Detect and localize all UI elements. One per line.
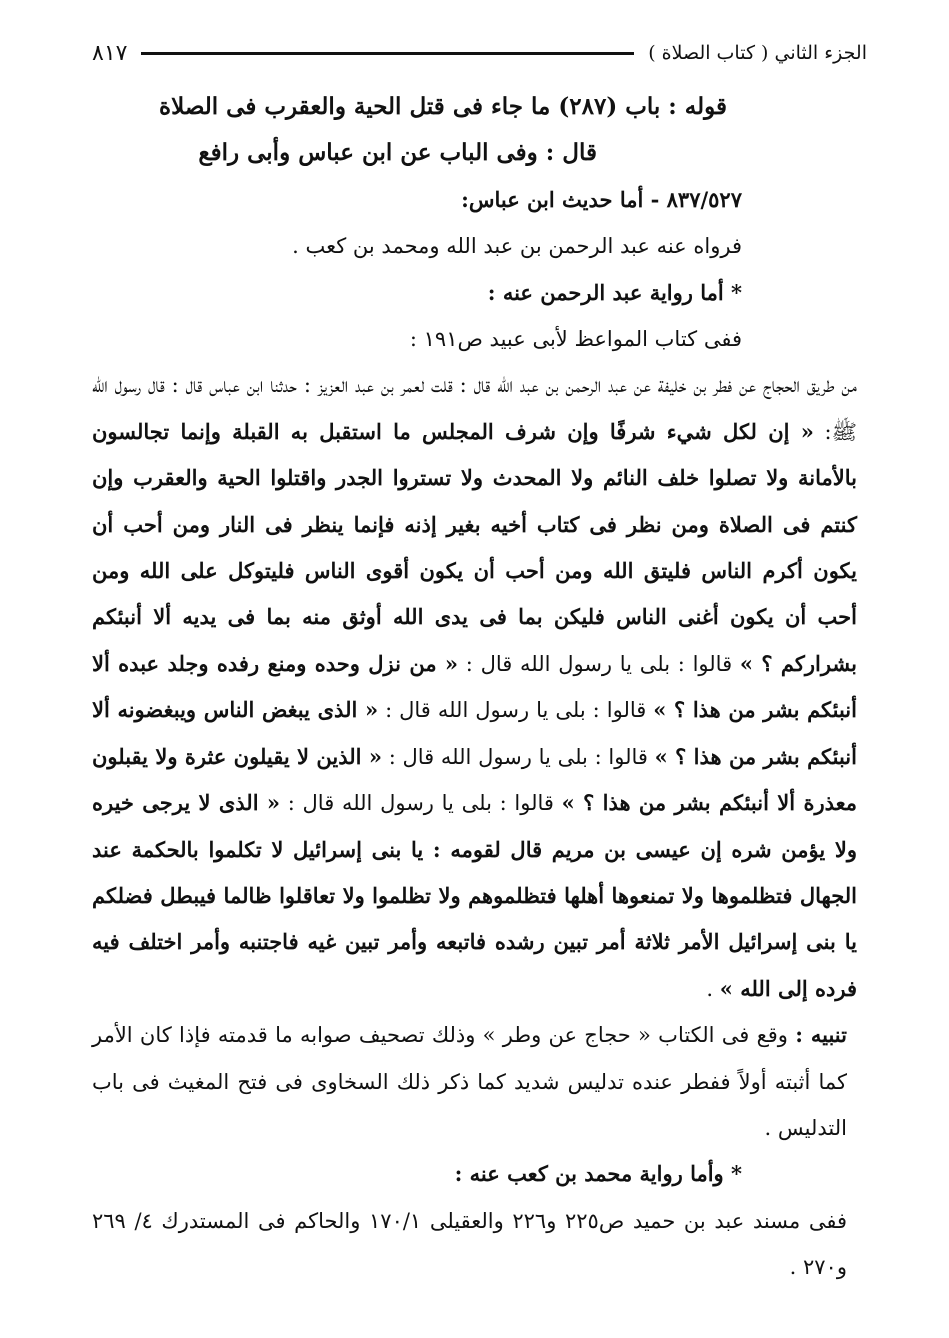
hadith-end: .: [706, 976, 720, 1001]
subheading-kaab: * وأما رواية محمد بن كعب عنه :: [454, 1161, 742, 1187]
paragraph-final-sources: ففى مسند عبد بن حميد ص٢٢٥ و٢٢٦ والعقيلى ١٧٠/١ والحاكم فى المستدرك ٤/ ٢٦٩ و٢٧٠ .: [92, 1208, 847, 1280]
hadith-intro: من طريق الحجاج عن فطر بن خليفة عن عبد الرحمن بن عبد الله قال : قلت لعمر بن عبد العزيز : حدثنا ابن عباس قال : قال رسول الله ﷺ:: [92, 373, 857, 444]
note-label: تنبيه :: [795, 1022, 847, 1048]
chapter-heading: قوله : باب (٢٨٧) ما جاء فى قتل الحية والعقرب فى الصلاة: [159, 93, 727, 120]
subheading-abdulrahman: * أما رواية عبد الرحمن عنه :: [487, 279, 742, 305]
running-header: [92, 36, 867, 70]
paragraph-narrators: فرواه عنه عبد الرحمن بن عبد الله ومحمد بن كعب .: [292, 234, 742, 259]
paragraph-source: ففى كتاب المواعظ لأبى عبيد ص١٩١ :: [409, 327, 742, 352]
page-body: [92, 84, 867, 1291]
note-text: وقع فى الكتاب « حجاج عن وطر » وذلك تصحيف صوابه ما قدمته فإذا كان الأمر كما أثبته أولاً ففطر عنده تدليس شديد كما ذكر ذلك السخاوى فى فتح المغيث فى باب التدليس .: [92, 1023, 847, 1140]
hadith-number: ٨٣٧/٥٢٧ - أما حديث ابن عباس:: [461, 186, 742, 212]
hadith-text-3: « الذى يبغض الناس ويبغضونه ألا أنبئكم بشر من هذا ؟ »: [92, 697, 857, 769]
reply-3: قالوا : بلى يا رسول الله قال :: [381, 744, 655, 769]
hadith-text-5: « الذى لا يرجى خيره ولا يؤمن شره إن عيسى بن مريم قال لقومه : يا بنى إسرائيل لا تكلموا بالحكمة عند الجهال فتظلموها ولا تمنعوها أهلها فتظلموهم ولا تظلموا ولا تعاقلوا ظالما فيبطل فضلكم يا بنى إسرائيل الأمر ثلاثة أمر تبين رشده فاتبعه وأمر تبين غيه فاجتنبه وأمر اختلف فيه فرده إلى الله »: [92, 790, 857, 1001]
header-rule: [141, 52, 634, 55]
note-paragraph: [92, 1012, 867, 1151]
reply-4: قالوا : بلى يا رسول الله قال :: [280, 791, 562, 816]
reply-2: قالوا : بلى يا رسول الله قال :: [378, 698, 654, 723]
hadith-paragraph: [92, 362, 867, 1012]
page-number: ٨١٧: [92, 40, 128, 66]
hadith-text-4: « الذين لا يقيلون عثرة ولا يقبلون معذرة ألا أنبئكم بشر من هذا ؟ »: [92, 743, 857, 816]
hadith-text-1: « إن لكل شيء شرفًا وإن شرف المجلس ما استقبل به القبلة وإنما تجالسون بالأمانة ولا تصلوا خلف النائم ولا المحدث ولا تستروا الجدر واقتلوا الحية والعقرب وإن كنتم فى الصلاة ومن نظر فى كتاب أخيه بغير إذنه فإنما ينظر فى النار ومن أحب أن يكون أكرم الناس فليتق الله ومن أحب أن يكون أقوى الناس فليتوكل على الله ومن أحب أن يكون أغنى الناس فليكن بما فى يدى الله أوثق منه بما فى يديه ألا أنبئكم بشراركم ؟ »: [92, 418, 857, 676]
reply-1: قالوا : بلى يا رسول الله قال :: [458, 651, 740, 676]
running-title: الجزء الثاني ( كتاب الصلاة ): [648, 42, 867, 64]
chapter-subheading: قال : وفى الباب عن ابن عباس وأبى رافع: [198, 139, 597, 167]
hadith-text-2: « من نزل وحده ومنع رفده وجلد عبده ألا أنبئكم بشر من هذا ؟ »: [92, 650, 857, 723]
